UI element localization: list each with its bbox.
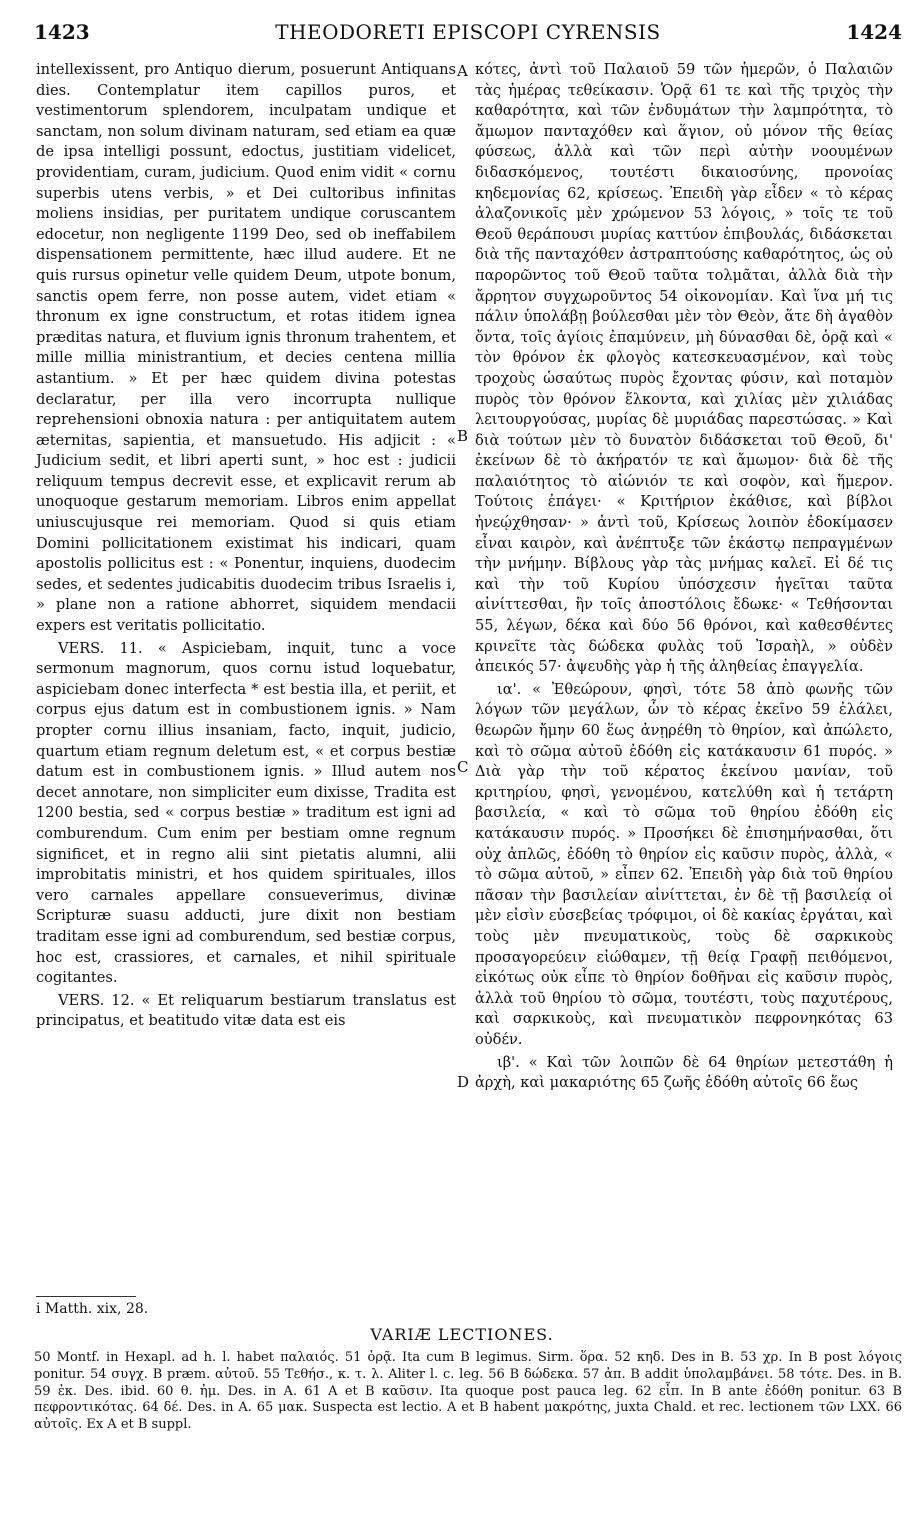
- variae-lectiones-title: VARIÆ LECTIONES.: [370, 1325, 554, 1344]
- greek-column: [475, 60, 893, 1094]
- margin-letter-a: A: [457, 62, 468, 80]
- page-number-right: 1424: [846, 20, 902, 44]
- greek-paragraph: ια'. « Ἐθεώρουν, φησὶ, τότε 58 ἀπὸ φωνῆς τῶν λόγων τῶν μεγάλων, ὧν τὸ κέρας ἐκεῖνο 59 ἐλάλει, θεωρῶν ἤμην 60 ἕως ἀνῃρέθη τὸ θηρίον, καὶ ἀπώλετο, καὶ τὸ σῶμα αὐτοῦ ἐδόθη εἰς κατάκαυσιν 61 πυρός. » Διὰ γὰρ τὴν τοῦ κέρατος ἐκείνου μανίαν, τοῦ κριτηρίου, φησὶ, γενομένου, κατελύθη καὶ ἡ τετάρτη βασιλεία, « καὶ τὸ σῶμα τοῦ θηρίου ἐδόθη εἰς κατάκαυσιν πυρός. » Προσήκει δὲ ἐπισημήνασθαι, ὅτι οὐχ ἁπλῶς, ἐδόθη τὸ θηρίον εἰς καῦσιν πυρὸς, ἀλλὰ, « τὸ σῶμα αὐτοῦ, » εἶπεν 62. Ἐπειδὴ γὰρ διὰ τοῦ θηρίου πᾶσαν τὴν βασιλείαν αἰνίττεται, ἐν δὲ τῇ βασιλείᾳ οἱ μὲν εἰσὶν εὐσεβείας τρόφιμοι, οἱ δὲ κακίας ἐργάται, καὶ τοὺς μὲν πνευματικοὺς, τοὺς δὲ σαρκικοὺς προσαγορεύειν εἰώθαμεν, τῇ θείᾳ Γραφῇ πειθόμενοι, εἰκότως οὐκ εἶπε τὸ θηρίον δοθῆναι εἰς καῦσιν πυρὸς, ἀλλὰ τοῦ θηρίου τὸ σῶμα, τουτέστι, τοὺς παχυτέρους, καὶ σαρκικοὺς, καὶ πνευματικὸν πεφρονηκότας 63 οὐδέν.: [475, 680, 893, 1048]
- greek-paragraph: κότες, ἀντὶ τοῦ Παλαιοῦ 59 τῶν ἡμερῶν, ὁ Παλαιῶν τὰς ἡμέρας τεθείκασιν. Ὁρᾷ 61 τε καὶ τῆς τριχὸς τὴν καθαρότητα, καὶ τῶν ἐνδυμάτων τὴν λαμπρότητα, τὸ ἄμωμον πανταχόθεν καὶ ἅγιον, οὐ μόνον τῆς θείας φύσεως, ἀλλὰ καὶ τῶν περὶ αὐτὴν νοουμένων διδασκόμενος, τουτέστι δικαιοσύνης, προνοίας κηδεμονίας 62, κρίσεως. Ἐπειδὴ γὰρ εἶδεν « τὸ κέρας ἀλαζονικοῖς μὲν χρώμενον 53 λόγοις, » τοῖς τε τοῦ Θεοῦ θεράπουσι μυρίας καττύον ἐπιβουλάς, διδάσκεται διὰ τῆς πανταχόθεν ἀστραπτούσης καθαρότητος, ὡς οὐ παρορῶντος τοῦ Θεοῦ ταῦτα τολμᾶται, ἀλλὰ διὰ τὴν ἄρρητον συγχωροῦντος 54 οἰκονομίαν. Καὶ ἵνα μή τις πάλιν ὑπολάβῃ βούλεσθαι μὲν τὸν Θεὸν, ἅτε δὴ ἀγαθὸν ὄντα, τοῖς ἁγίοις ἐπαμύνειν, μὴ δύνασθαι δὲ, ὁρᾷ καὶ « τὸν θρόνον ἐκ φλογὸς κατεσκευασμένον, καὶ τοὺς τροχοὺς ὡσαύτως πυρὸς ἔχοντας φύσιν, καὶ ποταμὸν πυρὸς τὸν θρόνον ἕλκοντα, καὶ χιλίας μὲν χιλιάδας λειτουργούσας, μυρίας δὲ μυριάδας παρεστώσας. » Καὶ διὰ τούτων μὲν τὸ δυνατὸν διδάσκεται τοῦ Θεοῦ, δι' ἐκείνων δὲ τὸ ἀκήρατόν τε καὶ ἄμωμον· διὰ δὲ τῆς παλαιότητος τὸ αἰώνιόν τε καὶ σοφὸν, καὶ ἥμερον. Τούτοις ἐπάγει· « Κριτήριον ἐκάθισε, καὶ βίβλοι ἠνεῴχθησαν· » ἀντὶ τοῦ, Κρίσεως λοιπὸν ἐδοκίμασεν εἶναι καιρὸν, καὶ ἀνέπτυξε τῶν ἑκάστῳ πεπραγμένων τὴν μνήμην. Βίβλους γὰρ τὰς μνήμας καλεῖ. Εἰ δέ τις καὶ τὴν τοῦ Κυρίου ὑπόσχεσιν ἡγεῖται ταῦτα αἰνίττεσθαι, ἣν τοῖς ἀποστόλοις ἔδωκε· « Τεθήσονται 55, λέγων, δέκα καὶ δύο 56 θρόνοι, καὶ καθεσθέντες κρινεῖτε τὰς δώδεκα φυλὰς τοῦ Ἰσραὴλ, » οὐδὲν ἀπεικός 57· ἀψευδὴς γὰρ ἡ τῆς ἀληθείας ἐπαγγελία.: [475, 61, 893, 676]
- latin-footnote: i Matth. xix, 28.: [36, 1301, 149, 1317]
- margin-letter-b: B: [457, 427, 469, 445]
- margin-letter-c: C: [457, 758, 469, 776]
- latin-paragraph: intellexissent, pro Antiquo dierum, posuerunt Antiquans dies. Contemplatur item capillos puros, et vestimentorum splendorem, inculpatam undique et sanctam, non solum divinam naturam, sed etiam ea quæ de ipsa intelligi possunt, edoctus, justitiam videlicet, providentiam, curam, judicium. Quod enim vidit « cornu superbis utens verbis, » et Dei cultoribus infinitas moliens insidias, per puritatem undique coruscantem edocetur, non negligente 1199 Deo, sed ob ineffabilem dispensationem permittente, hæc illud audere. Et ne quis rursus opinetur velle quidem Deum, utpote bonum, sanctis opem ferre, non posse autem, videt etiam « thronum ex igne constructum, et rotas itidem ignea præditas natura, et fluvium ignis thronum trahentem, et mille millia ministrantium, et decies centena millia astantium. » Et per hæc quidem divina potestas declaratur, per illa vero incorrupta nullique reprehensioni obnoxia natura : per antiquitatem autem æternitas, sapientia, et mansuetudo. His adjicit : « Judicium sedit, et libri aperti sunt, » hoc est : judicii reliquum tempus decrevit esse, et explicavit rerum ab unoquoque gestarum memoriam. Libros enim appellat uniuscujusque rei memoriam. Quod si quis etiam Domini pollicitationem existimat his indicari, quam apostolis pollicitus est : « Ponentur, inquiens, duodecim sedes, et sedentes judicabitis duodecim tribus Israelis i, » plane non a ratione abhorret, siquidem mendacii expers est veritatis pollicitatio.: [36, 61, 456, 635]
- margin-letter-d: D: [457, 1073, 470, 1091]
- running-title: THEODORETI EPISCOPI CYRENSIS: [275, 20, 661, 44]
- footnote-rule: [36, 1296, 136, 1297]
- variae-lectiones-notes: 50 Montf. in Hexapl. ad h. l. habet παλαιός. 51 ὁρᾷ. Ita cum B legimus. Sirm. ὅρα. 52 κηδ. Des in B. 53 χρ. In B post λόγοις ponitur. 54 συγχ. B præm. αὐτοῦ. 55 Τεθήσ., κ. τ. λ. Aliter l. c. leg. 56 B δώδεκα. 57 ἀπ. B addit ὑπολαμβάνει. 58 τότε. Des. in B. 59 ἐκ. Des. ibid. 60 θ. ἠμ. Des. in A. 61 A et B καῦσιν. Ita quoque post pauca leg. 62 εἶπ. In B ante ἐδόθη ponitur. 63 B πεφροντικότας. 64 δέ. Des. in A. 65 μακ. Suspecta est lectio. A et B habent μακρότης, juxta Chald. et rec. lectionem τῶν LXX. 66 αὐτοῖς. Ex A et B suppl.: [34, 1350, 902, 1433]
- page-number-left: 1423: [34, 20, 90, 44]
- running-header: [34, 20, 902, 54]
- latin-column: [36, 60, 456, 1032]
- greek-paragraph: ιβ'. « Καὶ τῶν λοιπῶν δὲ 64 θηρίων μετεστάθη ἡ ἀρχὴ, καὶ μακαριότης 65 ζωῆς ἐδόθη αὐτοῖς 66 ἕως: [475, 1053, 893, 1092]
- latin-paragraph: VERS. 12. « Et reliquarum bestiarum translatus est principatus, et beatitudo vitæ data est eis: [36, 991, 456, 1030]
- latin-paragraph: VERS. 11. « Aspiciebam, inquit, tunc a voce sermonum magnorum, quos cornu istud loquebatur, aspiciebam donec interfecta * est bestia illa, et periit, et corpus ejus datum est in combustionem ignis. » Nam propter cornu illius insaniam, facto, inquit, judicio, quartum etiam regnum deletum est, « et corpus bestiæ datum est in combustionem ignis. » Illud autem nos decet annotare, non simpliciter eum dixisse, Tradita est 1200 bestia, sed « corpus bestiæ » traditum est igni ad comburendum. Cum enim per bestiam omne regnum significet, et in regno alii sint pietatis alumni, alii improbitatis ministri, et hos quidem spirituales, illos vero carnales appellare consueverimus, divinæ Scripturæ suasu adducti, jure dixit non bestiam traditam esse igni ad comburendum, sed bestiæ corpus, hoc est, crassiores, et carnales, et nihil spirituale cogitantes.: [36, 639, 456, 987]
